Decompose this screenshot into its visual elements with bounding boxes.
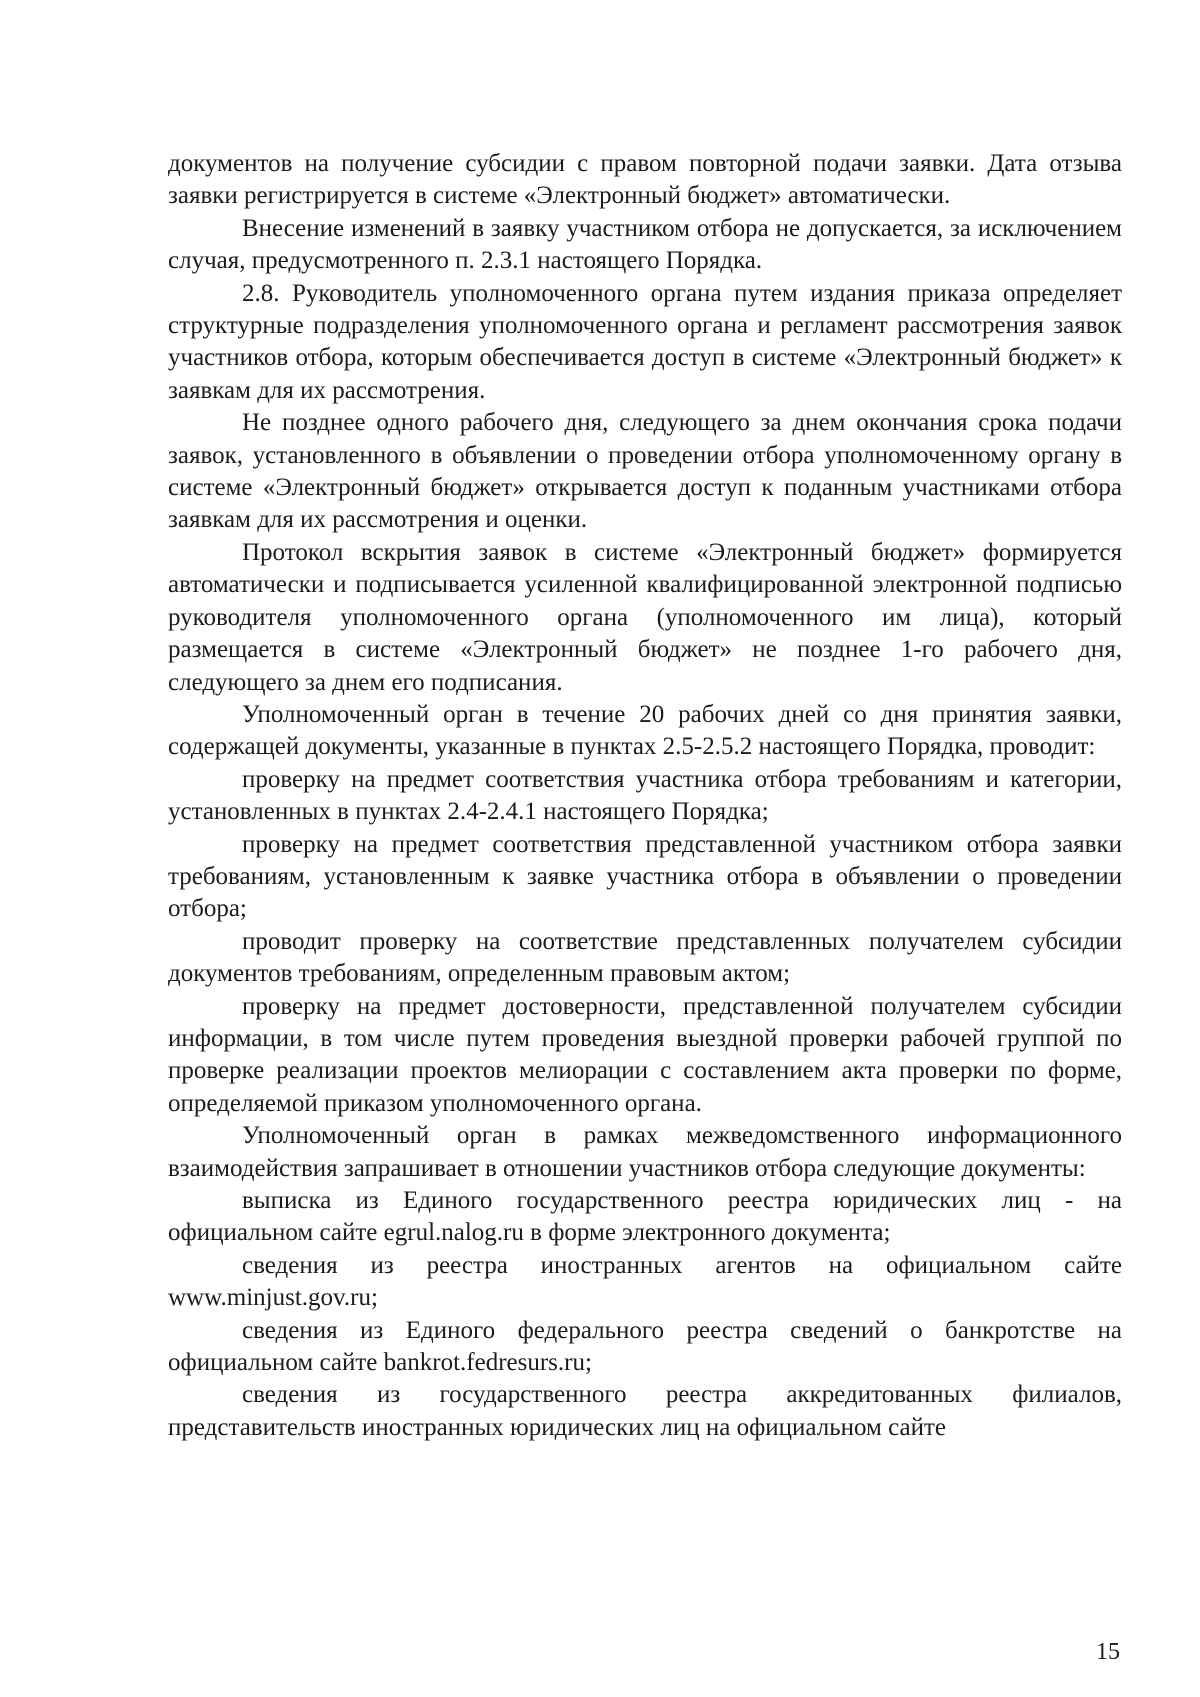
list-item-application-check: проверку на предмет соответствия представленной участником отбора заявки требованиям, установленным к заявке участника отбора в объявлении о проведении отбора; <box>168 830 1122 923</box>
paragraph-review-intro: Уполномоченный орган в течение 20 рабочих дней со дня принятия заявки, содержащей документы, указанные в пунктах 2.5-2.5.2 настоящего Порядка, проводит: <box>168 700 1122 761</box>
list-item-category-check: проверку на предмет соответствия участника отбора требованиям и категории, установленных в пунктах 2.4-2.4.1 настоящего Порядка; <box>168 765 1122 826</box>
paragraph-protocol: Протокол вскрытия заявок в системе «Электронный бюджет» формируется автоматически и подписывается усиленной квалифицированной электронной подписью руководителя уполномоченного органа (уполномоченного им лица), который размещается в системе «Электронный бюджет» не позднее 1-го рабочего дня, следующего за днем его подписания. <box>168 538 1122 696</box>
list-item-reliability-check: проверку на предмет достоверности, представленной получателем субсидии информации, в том числе путем проведения выездной проверки рабочей группой по проверке реализации проектов мелиорации с составлением акта проверки по форме, определяемой приказом уполномоченного органа. <box>168 992 1122 1117</box>
paragraph-access: Не позднее одного рабочего дня, следующего за днем окончания срока подачи заявок, установленного в объявлении о проведении отбора уполномоченному органу в системе «Электронный бюджет» открывается доступ к поданным участниками отбора заявкам для их рассмотрения и оценки. <box>168 409 1122 534</box>
paragraph-2-8: 2.8. Руководитель уполномоченного органа путем издания приказа определяет структурные подразделения уполномоченного органа и регламент рассмотрения заявок участников отбора, которым обеспечивается доступ в системе «Электронный бюджет» к заявкам для их рассмотрения. <box>168 279 1122 404</box>
list-item-bankruptcy: сведения из Единого федерального реестра сведений о банкротстве на официальном сайте bankrot.fedresurs.ru; <box>168 1316 1122 1377</box>
list-item-accredited-branches: сведения из государственного реестра аккредитованных филиалов, представительств иностранных юридических лиц на официальном сайте <box>168 1381 1122 1441</box>
list-item-egrul: выписка из Единого государственного реестра юридических лиц - на официальном сайте egrul.nalog.ru в форме электронного документа; <box>168 1187 1122 1247</box>
list-item-documents-check: проводит проверку на соответствие представленных получателем субсидии документов требованиям, определенным правовым актом; <box>168 927 1122 988</box>
paragraph-continuation: документов на получение субсидии с правом повторной подачи заявки. Дата отзыва заявки регистрируется в системе «Электронный бюджет» автоматически. <box>168 150 1122 210</box>
list-item-foreign-agents: сведения из реестра иностранных агентов на официальном сайте www.minjust.gov.ru; <box>168 1251 1122 1312</box>
paragraph-interagency: Уполномоченный орган в рамках межведомственного информационного взаимодействия запрашивает в отношении участников отбора следующие документы: <box>168 1122 1122 1182</box>
document-body <box>168 148 1122 1444</box>
paragraph-amendments: Внесение изменений в заявку участником отбора не допускается, за исключением случая, предусмотренного п. 2.3.1 настоящего Порядка. <box>168 214 1122 275</box>
page-number: 15 <box>1096 1639 1120 1665</box>
